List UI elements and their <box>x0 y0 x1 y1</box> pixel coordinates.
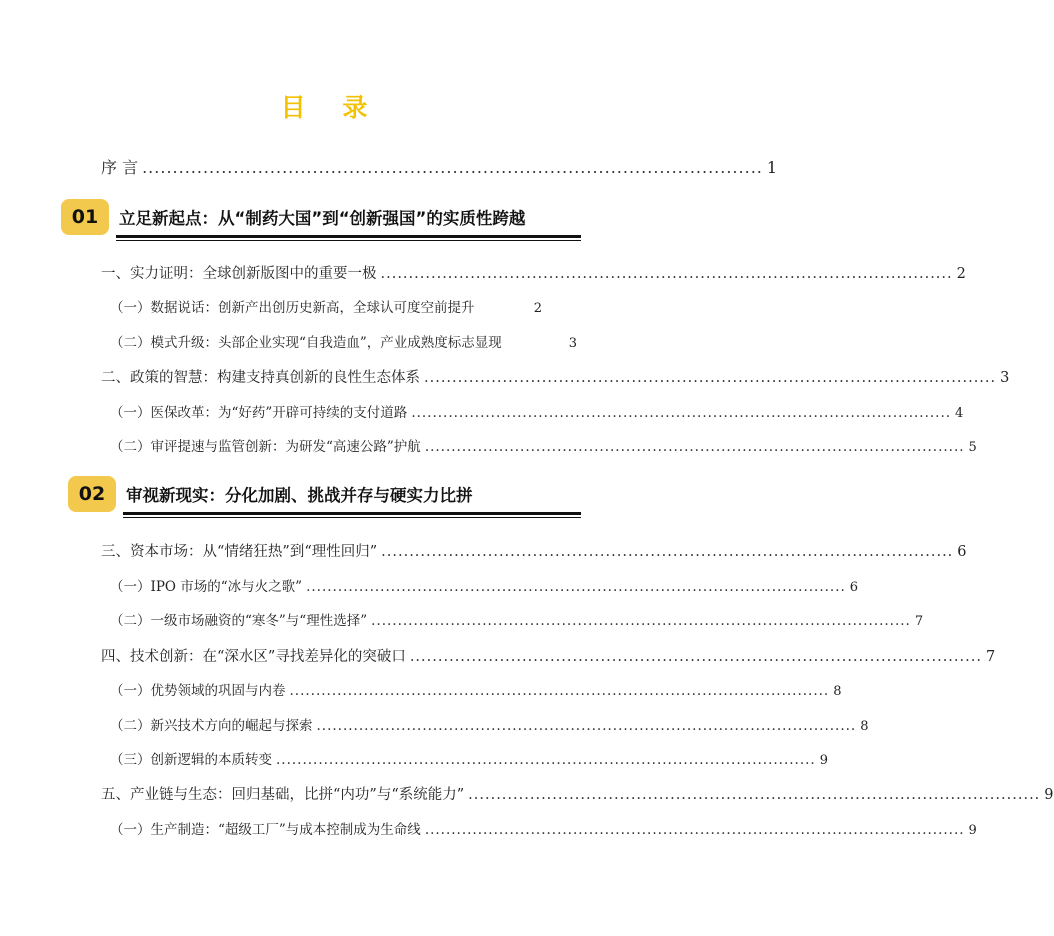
toc-entry[interactable] <box>101 645 996 666</box>
leader-dots: ...................................................................................................... <box>381 544 954 560</box>
toc-entry-label: （一）生产制造：“超级工厂”与成本控制成为生命线 <box>110 822 421 838</box>
leader-dots: ...................................................................................................... <box>424 439 965 455</box>
toc-entry[interactable] <box>110 818 977 838</box>
toc-entry-label: （二）一级市场融资的“寒冬”与“理性选择” <box>110 613 368 629</box>
toc-entry[interactable] <box>101 783 1054 804</box>
toc-entry-label: （二）审评提速与监管创新：为研发“高速公路”护航 <box>110 439 421 455</box>
toc-entry-label: （二）新兴技术方向的崛起与探索 <box>110 718 313 734</box>
toc-entry[interactable] <box>101 366 1010 387</box>
section-title: 立足新起点：从“制药大国”到“创新强国”的实质性跨越 <box>119 209 526 228</box>
toc-entry[interactable] <box>110 679 842 699</box>
toc-entry-page: 9 <box>819 753 828 768</box>
leader-dots: ...................................................................................................... <box>468 787 1041 803</box>
toc-entry[interactable] <box>101 540 967 561</box>
toc-entry-page: 5 <box>968 440 977 455</box>
toc-entry-page: 9 <box>1044 787 1054 803</box>
toc-entry[interactable] <box>110 748 828 768</box>
section-number-badge: 02 <box>68 476 116 512</box>
toc-entry[interactable] <box>110 435 977 455</box>
toc-title: 目 录 <box>280 93 382 122</box>
toc-entry-label: 一、实力证明：全球创新版图中的重要一极 <box>101 266 377 282</box>
toc-entry-label: （一）医保改革：为“好药”开辟可持续的支付道路 <box>110 405 408 421</box>
toc-entry-preface[interactable] <box>101 155 778 178</box>
toc-entry-page: 3 <box>1000 370 1010 386</box>
section-rule-thin <box>116 240 581 241</box>
leader-dots: ...................................................................................................... <box>276 752 816 768</box>
section-rule <box>116 235 581 238</box>
leader-dots: ...................................................................................................... <box>424 822 965 838</box>
leader-dots: ...................................................................................................... <box>424 370 997 386</box>
toc-entry-label: 四、技术创新：在“深水区”寻找差异化的突破口 <box>101 649 406 665</box>
toc-entry[interactable] <box>101 262 966 283</box>
toc-entry-page: 4 <box>955 406 964 421</box>
toc-entry-label: （三）创新逻辑的本质转变 <box>110 752 272 768</box>
toc-entry-label: 序 言 <box>101 158 139 177</box>
toc-entry[interactable] <box>110 714 869 734</box>
toc-entry[interactable] <box>110 575 859 595</box>
toc-entry[interactable] <box>110 609 924 629</box>
toc-entry-page: 2 <box>956 266 966 282</box>
toc-entry-page: 7 <box>985 649 996 665</box>
toc-entry-page: 6 <box>957 544 967 560</box>
leader-dots: ...................................................................................................... <box>411 405 952 421</box>
toc-entry-label: 五、产业链与生态：回归基础，比拼“内功”与“系统能力” <box>101 787 465 803</box>
toc-entry[interactable] <box>110 331 577 351</box>
section-header-02 <box>61 476 581 516</box>
leader-dots: ...................................................................................................... <box>142 158 763 177</box>
section-rule <box>123 512 581 515</box>
leader-dots: ...................................................................................................... <box>306 579 846 595</box>
toc-entry-page: 1 <box>766 158 778 177</box>
leader-dots: ...................................................................................................... <box>289 683 830 699</box>
toc-entry-label: （一）优势领域的巩固与内卷 <box>110 683 286 699</box>
section-number-badge: 01 <box>61 199 109 235</box>
toc-entry-page: 7 <box>914 614 924 629</box>
leader-dots: ...................................................................................................... <box>316 718 857 734</box>
toc-entry[interactable] <box>110 296 542 316</box>
toc-entry-page: 6 <box>849 580 859 595</box>
toc-entry-label: 二、政策的智慧：构建支持真创新的良性生态体系 <box>101 370 420 386</box>
toc-entry-page: 8 <box>833 684 842 699</box>
leader-dots: ...................................................................................................... <box>371 613 911 629</box>
section-title: 审视新现实：分化加剧、挑战并存与硬实力比拼 <box>126 486 473 505</box>
toc-entry-page: 8 <box>860 719 869 734</box>
toc-entry-page: 3 <box>568 336 577 351</box>
toc-entry-label: （一）数据说话：创新产出创历史新高，全球认可度空前提升 <box>110 300 475 316</box>
leader-dots: ...................................................................................................... <box>380 266 953 282</box>
toc-entry-label: （一）IPO 市场的“冰与火之歌” <box>110 579 303 595</box>
section-header-01 <box>61 199 581 239</box>
toc-entry-page: 2 <box>533 301 542 316</box>
toc-entry-page: 9 <box>968 823 977 838</box>
section-rule-thin <box>123 517 581 518</box>
toc-entry-label: （二）模式升级：头部企业实现“自我造血”，产业成熟度标志显现 <box>110 335 502 351</box>
toc-entry-label: 三、资本市场：从“情绪狂热”到“理性回归” <box>101 544 378 560</box>
leader-dots: ...................................................................................................... <box>409 649 982 665</box>
toc-entry[interactable] <box>110 401 964 421</box>
